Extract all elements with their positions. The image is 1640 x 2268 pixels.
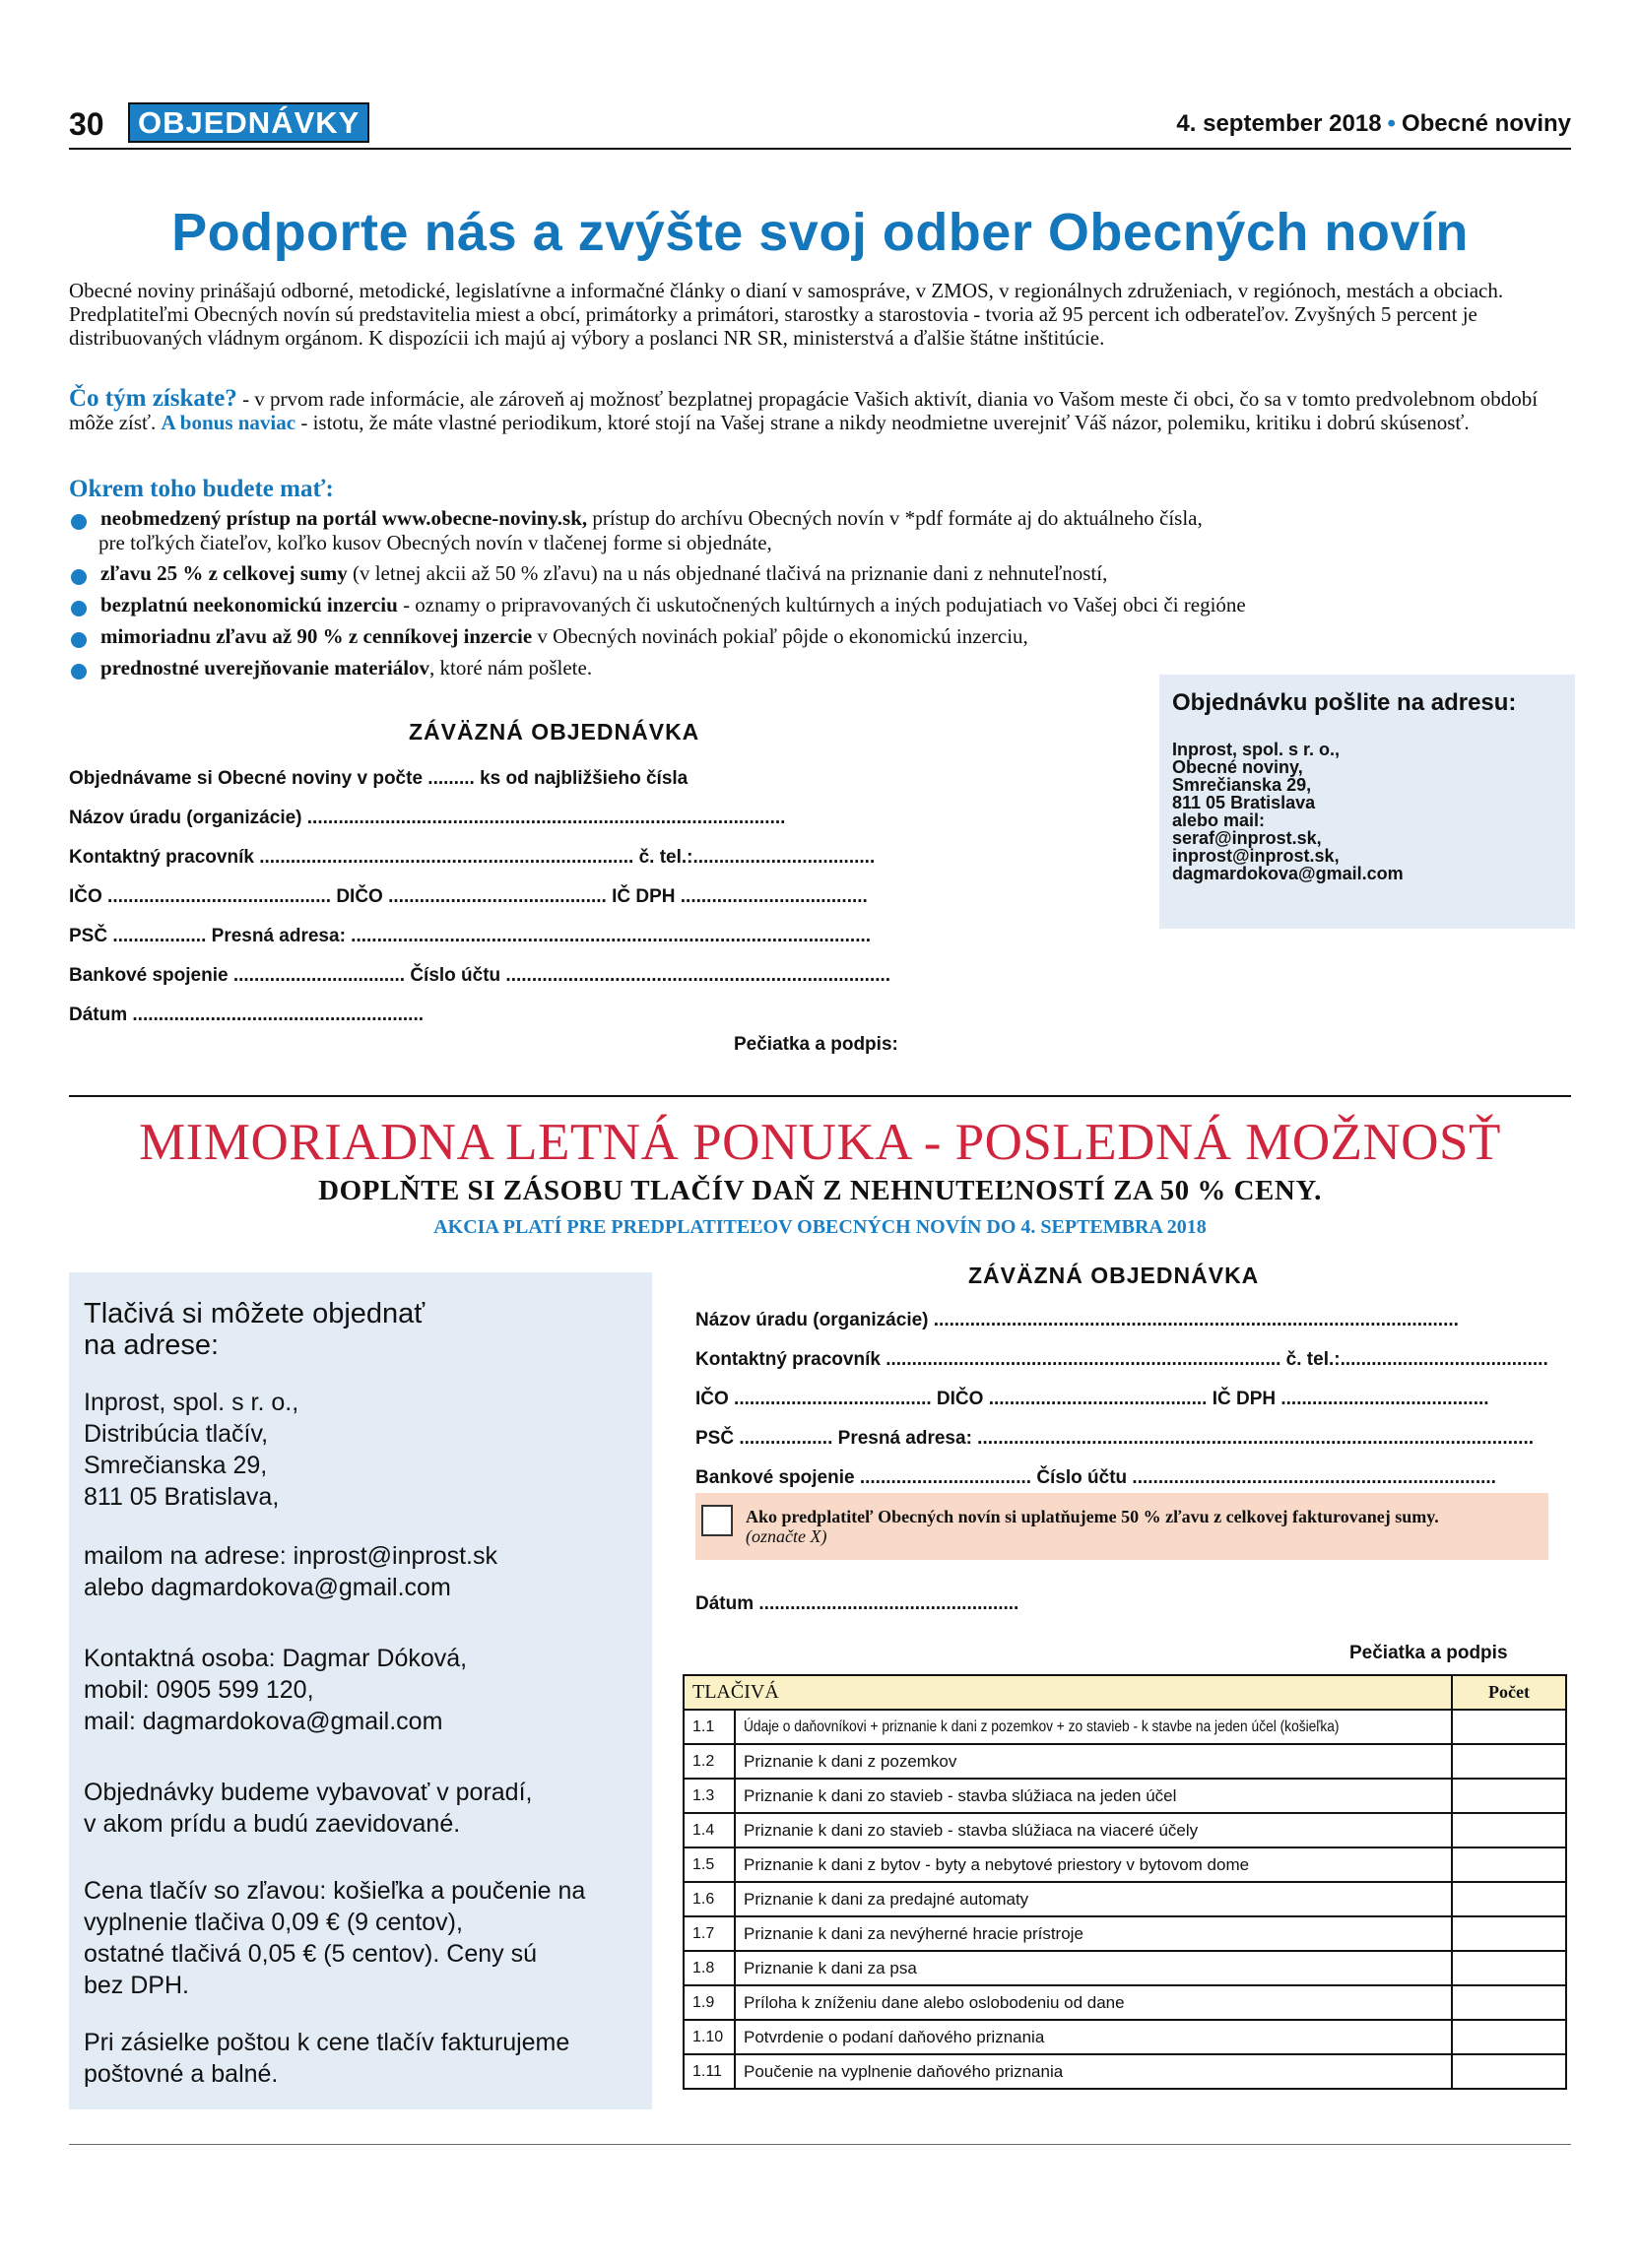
bullet-icon xyxy=(71,514,87,530)
count-cell[interactable] xyxy=(1452,1985,1566,2020)
count-cell[interactable] xyxy=(1452,1710,1566,1744)
order-field-contact[interactable]: Kontaktný pracovník ........................................................................ č. tel.:................................... xyxy=(69,847,876,868)
table-row: 1.4 Priznanie k dani zo stavieb - stavba slúžiaca na viaceré účely xyxy=(684,1813,1566,1847)
order-field-address[interactable]: PSČ .................. Presná adresa: .................................................................................................... xyxy=(69,926,872,946)
table-row: 1.9 Príloha k zníženiu dane alebo oslobodeniu od dane xyxy=(684,1985,1566,2020)
order2-field-office[interactable]: Názov úradu (organizácie) ..................................................................................................... xyxy=(695,1310,1459,1330)
order2-field-date[interactable]: Dátum .................................................. xyxy=(695,1593,1019,1614)
benefit-item-continuation: pre toľkých čiateľov, koľko kusov Obecných novín v tlačenej forme si objednáte, xyxy=(98,531,772,554)
order2-field-ico[interactable]: IČO ...................................... DIČO .......................................... IČ DPH ........................................ xyxy=(695,1389,1489,1409)
order-field-ico[interactable]: IČO ........................................... DIČO .......................................... IČ DPH .................................... xyxy=(69,886,868,907)
info-box-shipping: Pri zásielke poštou k cene tlačív fakturujeme poštovné a balné. xyxy=(84,2029,570,2088)
info-box-price: Cena tlačív so zľavou: košieľka a poučenie na vyplnenie tlačiva 0,09 € (9 centov), ostatné tlačivá 0,05 € (5 centov). Ceny sú bez DPH. xyxy=(84,1877,586,1999)
promo-subtitle: DOPLŇTE SI ZÁSOBU TLAČÍV DAŇ Z NEHNUTEĽNOSTÍ ZA 50 % CENY. xyxy=(318,1175,1322,1206)
footer-rule xyxy=(69,2144,1571,2145)
bonus-text: - istotu, že máte vlastné periodikum, ktoré stojí na Vašej strane a nikdy neodmietne uverejniť Váš názor, polemiku, kritiku i dobrú skúsenosť. xyxy=(295,411,1470,434)
publication-name: Obecné noviny xyxy=(1401,110,1571,137)
count-cell[interactable] xyxy=(1452,2020,1566,2054)
count-cell[interactable] xyxy=(1452,1744,1566,1779)
section-label: OBJEDNÁVKY xyxy=(128,102,369,143)
order-field-bank[interactable]: Bankové spojenie ................................. Číslo účtu .......................................................................... xyxy=(69,965,891,986)
count-cell[interactable] xyxy=(1452,1916,1566,1951)
table-row: 1.7 Priznanie k dani za nevýherné hracie prístroje xyxy=(684,1916,1566,1951)
count-cell[interactable] xyxy=(1452,1882,1566,1916)
table-row: 1.6 Priznanie k dani za predajné automaty xyxy=(684,1882,1566,1916)
count-cell[interactable] xyxy=(1452,2054,1566,2089)
count-cell[interactable] xyxy=(1452,1813,1566,1847)
table-row: 1.1 Údaje o daňovníkovi + priznanie k dani z pozemkov + zo stavieb - k stavbe na jeden účel (košieľka) xyxy=(684,1710,1566,1744)
bonus-lead: A bonus naviac xyxy=(161,411,296,434)
article-intro: Obecné noviny prinášajú odborné, metodické, legislatívne a informačné články o dianí v samospráve, v ZMOS, v regionálnych združeniach, v regiónoch, mestách a obciach. Predplatiteľmi Obecných novín sú predstavitelia miest a obcí, primátorky a primátori, starostky a starostovia - tvoria až 95 percent ich odberateľov. Zvyšných 5 percent je distribuovaných vládnym orgánom. K dispozícii ich majú aj výbory a poslanci NR SR, ministerstvá a ďalšie štátne inštitúcie. xyxy=(69,279,1504,350)
info-box-order-note: Objednávky budeme vybavovať v poradí, v akom prídu a budú zaevidované. xyxy=(84,1779,533,1838)
article-title: Podporte nás a zvýšte svoj odber Obecných novín xyxy=(171,203,1469,262)
question-text: - v prvom rade informácie, ale zároveň aj možnosť bezplatnej propagácie Vašich aktivít, diania vo Vašom meste či obci, čo sa v tomto predvolebnom období môže zísť. xyxy=(69,387,1539,434)
forms-table xyxy=(683,1674,1567,2090)
benefit-item: bezplatnú neekonomickú inzerciu - oznamy o pripravovaných či uskutočnených kultúrnych a iných podujatiach vo Vašej obci či regióne xyxy=(69,593,1617,616)
order2-field-contact[interactable]: Kontaktný pracovník ............................................................................ č. tel.:........................................ xyxy=(695,1349,1548,1370)
discount-label: Ako predplatiteľ Obecných novín si uplatňujeme 50 % zľavu z celkovej fakturovanej sumy. (označte X) xyxy=(746,1507,1439,1546)
table-row: 1.3 Priznanie k dani zo stavieb - stavba slúžiaca na jeden účel xyxy=(684,1779,1566,1813)
benefit-item: zľavu 25 % z celkovej sumy (v letnej akcii až 50 % zľavu) na u nás objednané tlačivá na priznanie dani z nehnuteľností, xyxy=(69,561,1617,585)
info-box-title: Tlačivá si môžete objednať na adrese: xyxy=(84,1298,426,1361)
discount-checkbox[interactable] xyxy=(701,1505,733,1536)
issue-info xyxy=(1176,110,1571,138)
table-header-count: Počet xyxy=(1452,1675,1566,1710)
address-box-lines: Inprost, spol. s r. o., Obecné noviny, Smrečianska 29, 811 05 Bratislava alebo mail: seraf@inprost.sk, inprost@inprost.sk, dagmardokova@gmail.com xyxy=(1172,740,1404,883)
count-cell[interactable] xyxy=(1452,1779,1566,1813)
benefits-title: Okrem toho budete mať: xyxy=(69,476,334,502)
promo-note: AKCIA PLATÍ PRE PREDPLATITEĽOV OBECNÝCH NOVÍN DO 4. SEPTEMBRA 2018 xyxy=(433,1216,1207,1238)
order2-field-address[interactable]: PSČ .................. Presná adresa: ........................................................................................................... xyxy=(695,1428,1535,1449)
section-divider xyxy=(69,1095,1571,1097)
order-signature-label: Pečiatka a podpis: xyxy=(734,1034,898,1055)
order-form-title: ZÁVÄZNÁ OBJEDNÁVKA xyxy=(409,719,700,745)
benefit-item: mimoriadnu zľavu až 90 % z cenníkovej inzercie v Obecných novinách pokiaľ pôjde o ekonomickú inzerciu, xyxy=(69,624,1617,648)
bullet-icon xyxy=(71,601,87,616)
count-cell[interactable] xyxy=(1452,1951,1566,1985)
header-separator: • xyxy=(1387,110,1396,137)
order-field-date[interactable]: Dátum ........................................................ xyxy=(69,1004,425,1025)
count-cell[interactable] xyxy=(1452,1847,1566,1882)
order2-signature-label: Pečiatka a podpis xyxy=(1349,1643,1508,1663)
info-box-address: Inprost, spol. s r. o., Distribúcia tlačív, Smrečianska 29, 811 05 Bratislava, xyxy=(84,1389,299,1511)
header-rule xyxy=(69,148,1571,150)
question-lead: Čo tým získate? xyxy=(69,385,237,412)
order-field-quantity[interactable]: Objednávame si Obecné noviny v počte ......... ks od najbližšieho čísla xyxy=(69,768,689,789)
bullet-icon xyxy=(71,664,87,680)
address-box-title: Objednávku pošlite na adresu: xyxy=(1172,689,1517,716)
table-header-name: TLAČIVÁ xyxy=(684,1675,1452,1710)
table-row: 1.2 Priznanie k dani z pozemkov xyxy=(684,1744,1566,1779)
table-row: 1.5 Priznanie k dani z bytov - byty a nebytové priestory v bytovom dome xyxy=(684,1847,1566,1882)
info-box-contact: Kontaktná osoba: Dagmar Dóková, mobil: 0905 599 120, mail: dagmardokova@gmail.com xyxy=(84,1645,468,1735)
article-question xyxy=(69,387,1576,434)
order-field-office[interactable]: Názov úradu (organizácie) ............................................................................................ xyxy=(69,808,786,828)
page-number: 30 xyxy=(69,106,104,142)
issue-date: 4. september 2018 xyxy=(1176,110,1382,137)
table-row: 1.8 Priznanie k dani za psa xyxy=(684,1951,1566,1985)
info-box-mail: mailom na adrese: inprost@inprost.sk alebo dagmardokova@gmail.com xyxy=(84,1542,497,1601)
table-header-row xyxy=(684,1675,1566,1710)
benefit-item: neobmedzený prístup na portál www.obecne-noviny.sk, prístup do archívu Obecných novín v *pdf formáte aj do aktuálneho čísla, xyxy=(69,506,1617,530)
table-row: 1.11 Poučenie na vyplnenie daňového priznania xyxy=(684,2054,1566,2089)
table-row: 1.10 Potvrdenie o podaní daňového priznania xyxy=(684,2020,1566,2054)
bullet-icon xyxy=(71,569,87,585)
bullet-icon xyxy=(71,632,87,648)
benefit-item: prednostné uverejňovanie materiálov, ktoré nám pošlete. xyxy=(69,656,1617,680)
order-form-2-title: ZÁVÄZNÁ OBJEDNÁVKA xyxy=(968,1263,1260,1288)
promo-title: MIMORIADNA LETNÁ PONUKA - POSLEDNÁ MOŽNOSŤ xyxy=(139,1114,1501,1171)
order2-field-bank[interactable]: Bankové spojenie ................................. Číslo účtu ...................................................................... xyxy=(695,1467,1496,1488)
